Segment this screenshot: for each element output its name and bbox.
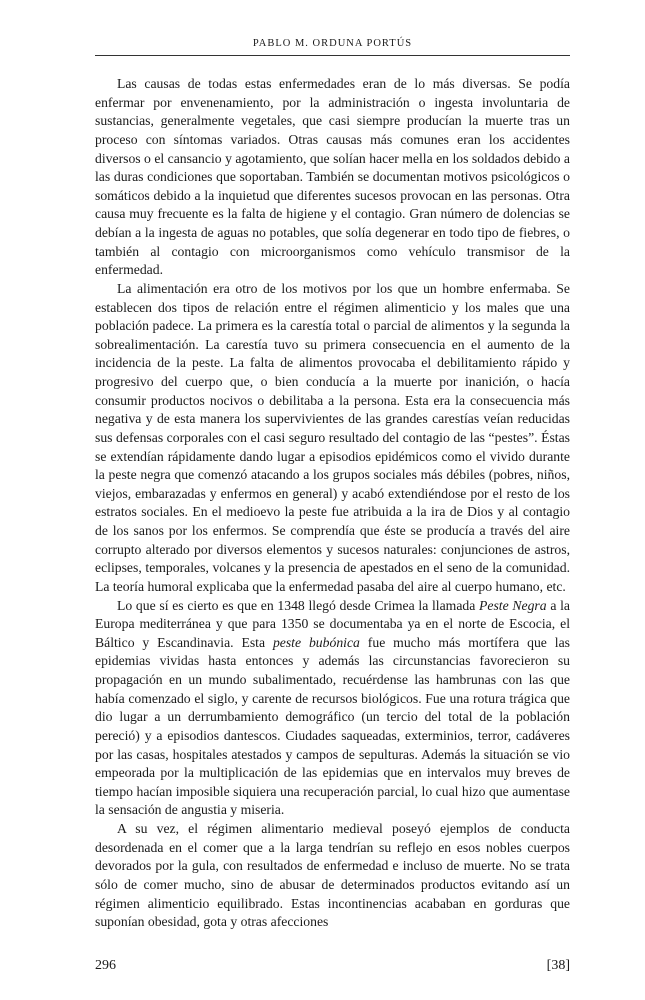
text-segment: A su vez, el régimen alimentario medieval poseyó ejemplos de conducta desordenada en el comer que a la larga tendrían su reflejo en esos nobles cuerpos devorados por la gula, con resultados de enfermedad e incluso de muerte. No se trata sólo de comer mucho, sino de abusar de determinados productos evitando así un régimen alimenticio equilibrado. Estas incontinencias acababan en gorduras que suponían obesidad, gota y otras afecciones: [95, 821, 570, 930]
text-segment: La alimentación era otro de los motivos por los que un hombre enfermaba. Se establecen dos tipos de relación entre el régimen alimenticio y los males que una población padece. La primera es la carestía total o parcial de alimentos y la segunda la sobrealimentación. La carestía tuvo su primera consecuencia en el aumento de la incidencia de la peste. La falta de alimentos provocaba el debilitamiento rápido y progresivo del cuerpo que, o bien conducía a la muerte por inanición, o hacía consumir productos nocivos o debilitaba a la persona. Esta era la consecuencia más negativa y de esta manera los supervivientes de las grandes carestías veían reducidas sus defensas corporales con el casi seguro resultado del contagio de las “pestes”. Éstas se extendían rápidamente dando lugar a episodios epidémicos como el vivido durante la peste negra que comenzó atacando a los grupos sociales más débiles (pobres, niños, viejos, embarazadas y enfermos en general) y acabó extendiéndose por el resto de los estratos sociales. En el medioevo la peste fue atribuida a la ira de Dios y al contagio de los sanos por los enfermos. Se comprendía que éste se producía a través del aire corrupto alterado por diversos elementos y sucesos naturales: conjunciones de astros, eclipses, temporales, volcanes y la presencia de apestados en el seno de la comunidad. La teoría humoral explicaba que la enfermedad pasaba del aire al cuerpo humano, etc.: [95, 280, 570, 594]
paragraph: [95, 75, 570, 280]
italic-term: Peste Negra: [479, 597, 547, 613]
text-segment: fue mucho más mortífera que las epidemias vividas hasta entonces y además las circunstancias favorecieron su propagación en un mundo subalimentado, recuérdense las hambrunas con las que había comenzado el siglo, y carente de recursos biológicos. Fue una rotura trágica que dio lugar a un derrumbamiento demográfico (un tercio del total de la población pereció) y a episodios dantescos. Ciudades saqueadas, exterminios, terror, cadáveres por las casas, hospitales atestados y campos de sepulturas. Además la situación se vio empeorada por la multiplicación de las epidemias que en intervalos muy breves de tiempo hacían imposible siquiera una recuperación parcial, lo cual hizo que aumentase la sensación de angustia y miseria.: [95, 634, 570, 818]
header-rule: [95, 55, 570, 56]
paragraph: [95, 597, 570, 821]
text-segment: a la Europa mediterránea y que para 1350 se documentaba ya en el norte de Escocia, el Báltico y Escandinavia. Esta: [95, 597, 570, 650]
bracket-number: [38]: [546, 958, 570, 973]
page-number: 296: [95, 958, 116, 973]
text-segment: Lo que sí es cierto es que en 1348 llegó desde Crimea la llamada: [117, 597, 480, 613]
body-text: [95, 75, 570, 932]
paragraph: [95, 280, 570, 597]
italic-term: peste bubónica: [272, 634, 360, 650]
running-head: PABLO M. ORDUNA PORTÚS: [252, 38, 413, 49]
paragraph: [95, 820, 570, 932]
text-segment: Las causas de todas estas enfermedades eran de lo más diversas. Se podía enfermar por envenenamiento, por la administración o ingesta involuntaria de sustancias, generalmente vegetales, que casi siempre producían la muerte tras un proceso con síntomas variados. Otras causas más comunes eran los accidentes diversos o el cansancio y agotamiento, que solían hacer mella en los soldados debido a las duras condiciones que soportaban. También se documentan motivos psicológicos o somáticos debido a la inquietud que diferentes sucesos provocan en las personas. Otra causa muy frecuente es la falta de higiene y el contagio. Gran número de dolencias se debían a la ingesta de aguas no potables, que solía degenerar en todo tipo de fiebres, o también al contagio con microorganismos como vehículo transmisor de la enfermedad.: [95, 76, 570, 278]
